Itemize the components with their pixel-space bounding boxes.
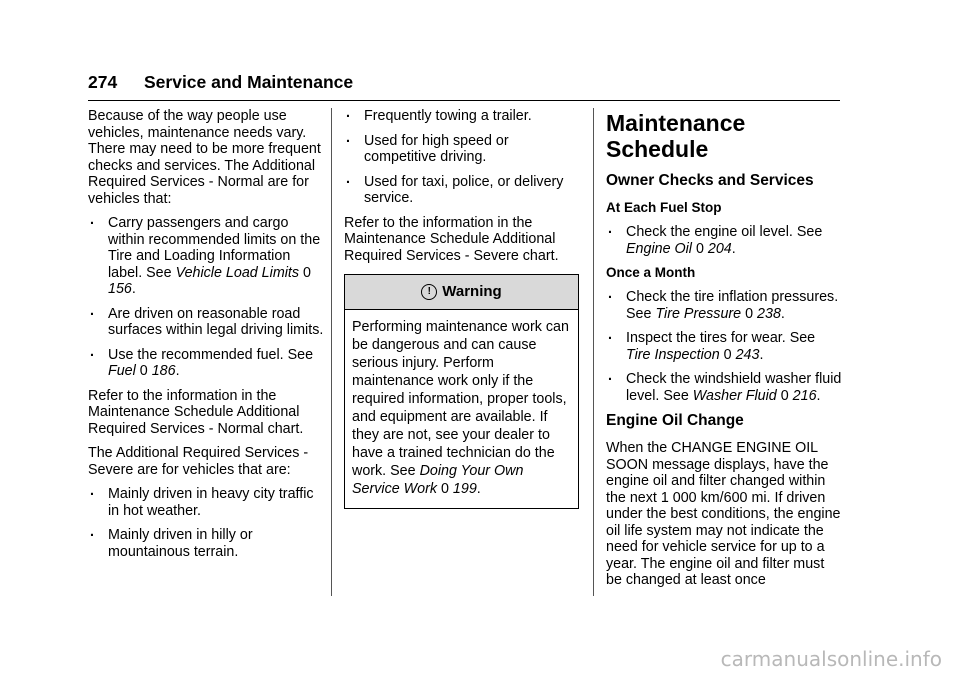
ref-page: 238 — [757, 305, 781, 322]
page-number: 274 — [88, 72, 118, 92]
page-ref-icon: 0 — [723, 346, 732, 363]
page-ref-icon: 0 — [745, 305, 754, 322]
normal-conditions-list — [88, 212, 324, 380]
punctuation: . — [175, 363, 180, 379]
list-item — [606, 368, 842, 404]
chapter-heading: Maintenance Schedule — [606, 110, 746, 162]
bullet-icon: . — [608, 327, 612, 343]
bullet-icon: . — [90, 483, 94, 499]
item-text: Are driven on reasonable road surfaces within legal driving limits. — [108, 305, 324, 338]
punctuation: . — [759, 346, 764, 363]
warning-title: Warning — [442, 282, 502, 300]
item-text: Frequently towing a trailer. — [364, 108, 532, 124]
section-heading: Owner Checks and Services — [606, 172, 814, 189]
bullet-icon: . — [608, 368, 612, 384]
item-text: Use the recommended fuel. See — [108, 346, 314, 363]
watermark: carmanualsonline.info — [720, 647, 942, 671]
punctuation: . — [476, 481, 481, 497]
item-text: Used for taxi, police, or delivery service. — [364, 173, 564, 206]
column-1 — [88, 108, 324, 568]
bullet-icon: . — [90, 302, 94, 319]
intro-paragraph: Because of the way people use vehicles, maintenance needs vary. There may need to be more frequent checks and services. The Additional Required Services - Normal are for vehicles that: — [88, 108, 321, 207]
item-text: Mainly driven in hilly or mountainous terrain. — [108, 527, 253, 560]
severe-conditions-list — [88, 483, 324, 560]
list-item — [88, 212, 324, 298]
section-title: Service and Maintenance — [144, 72, 354, 92]
bullet-icon: . — [346, 105, 350, 121]
ref-page: 199 — [452, 481, 477, 497]
ref-page: 186 — [151, 363, 176, 379]
punctuation: . — [780, 305, 785, 322]
list-item — [88, 483, 324, 519]
bullet-icon: . — [346, 129, 350, 146]
page-ref-icon: 0 — [139, 363, 148, 379]
ref-title: Engine Oil — [626, 240, 692, 257]
ref-title: Tire Inspection — [626, 346, 720, 363]
page-ref-icon: 0 — [695, 240, 704, 257]
warning-header — [345, 275, 578, 310]
warning-icon: ! — [421, 284, 437, 300]
ref-page: 243 — [735, 346, 760, 363]
cross-reference-link[interactable] — [108, 363, 176, 379]
item-text: Carry passengers and cargo within recommended limits on the Tire and Loading Information label. See — [108, 215, 321, 281]
cross-reference-link[interactable] — [655, 306, 780, 322]
oil-change-paragraph: When the CHANGE ENGINE OIL SOON message displays, have the engine oil and filter changed within the next 1 000 km/600 mi. If driven under the best conditions, the engine oil life system may not indicate the need for vehicle service for up to a year. The engine oil and filter must be changed at least once — [606, 440, 841, 588]
column-3 — [606, 110, 842, 597]
warning-body — [345, 310, 578, 508]
severe-conditions-list-cont — [344, 105, 584, 207]
cross-reference-link[interactable] — [693, 388, 817, 404]
punctuation: . — [816, 387, 821, 404]
normal-chart-paragraph: Refer to the information in the Maintenance Schedule Additional Required Services - Normal chart. — [88, 387, 304, 437]
column-divider — [331, 108, 332, 596]
cross-reference-link[interactable] — [626, 241, 732, 257]
list-item — [344, 170, 584, 207]
list-item — [606, 221, 842, 257]
bullet-icon: . — [346, 170, 350, 187]
monthly-heading: Once a Month — [606, 265, 696, 280]
oil-change-heading: Engine Oil Change — [606, 412, 744, 429]
list-item — [88, 343, 324, 380]
page-ref-icon: 0 — [303, 264, 311, 281]
ref-title: Tire Pressure — [655, 305, 742, 322]
page-header — [88, 70, 840, 101]
item-text: Check the engine oil level. See — [626, 224, 823, 240]
severe-intro-paragraph: The Additional Required Services - Severe are for vehicles that are: — [88, 445, 309, 478]
severe-chart-paragraph: Refer to the information in the Maintenance Schedule Additional Required Services - Severe chart. — [344, 214, 559, 264]
ref-title: Washer Fluid — [692, 387, 777, 404]
fuel-stop-list — [606, 221, 842, 257]
item-text: Check the windshield washer fluid level. See — [626, 371, 842, 404]
fuel-stop-heading: At Each Fuel Stop — [606, 200, 722, 215]
bullet-icon: . — [608, 286, 612, 302]
monthly-list — [606, 286, 842, 404]
item-text: Inspect the tires for wear. See — [626, 330, 816, 346]
cross-reference-link[interactable] — [626, 347, 759, 363]
warning-box — [344, 274, 579, 509]
ref-title: Doing Your Own Service Work — [352, 463, 524, 497]
page-ref-icon: 0 — [780, 387, 789, 404]
ref-title: Fuel — [108, 363, 136, 379]
list-item — [344, 105, 584, 125]
page-ref-icon: 0 — [440, 481, 449, 497]
ref-title: Vehicle Load Limits — [175, 264, 300, 281]
bullet-icon: . — [608, 221, 612, 237]
list-item — [606, 286, 842, 322]
item-text: Used for high speed or competitive driving. — [364, 132, 509, 165]
column-2 — [344, 105, 584, 509]
list-item — [88, 302, 324, 339]
bullet-icon: . — [90, 212, 94, 228]
punctuation: . — [131, 281, 136, 297]
item-text: Check the tire inflation pressures. See — [626, 289, 839, 322]
warning-text: Performing maintenance work can be dangerous and can cause serious injury. Perform maintenance work only if the required information, proper tools, and equipment are available. If they are not, see your dealer to have a trained technician do the work. See — [352, 319, 569, 479]
bullet-icon: . — [90, 524, 94, 540]
list-item — [88, 524, 324, 560]
list-item — [606, 327, 842, 363]
ref-page: 204 — [707, 240, 732, 257]
bullet-icon: . — [90, 343, 94, 360]
punctuation: . — [731, 240, 736, 257]
ref-page: 156 — [108, 281, 132, 297]
ref-page: 216 — [792, 387, 817, 404]
list-item — [344, 129, 584, 166]
item-text: Mainly driven in heavy city traffic in hot weather. — [108, 486, 314, 519]
column-divider — [593, 108, 594, 596]
